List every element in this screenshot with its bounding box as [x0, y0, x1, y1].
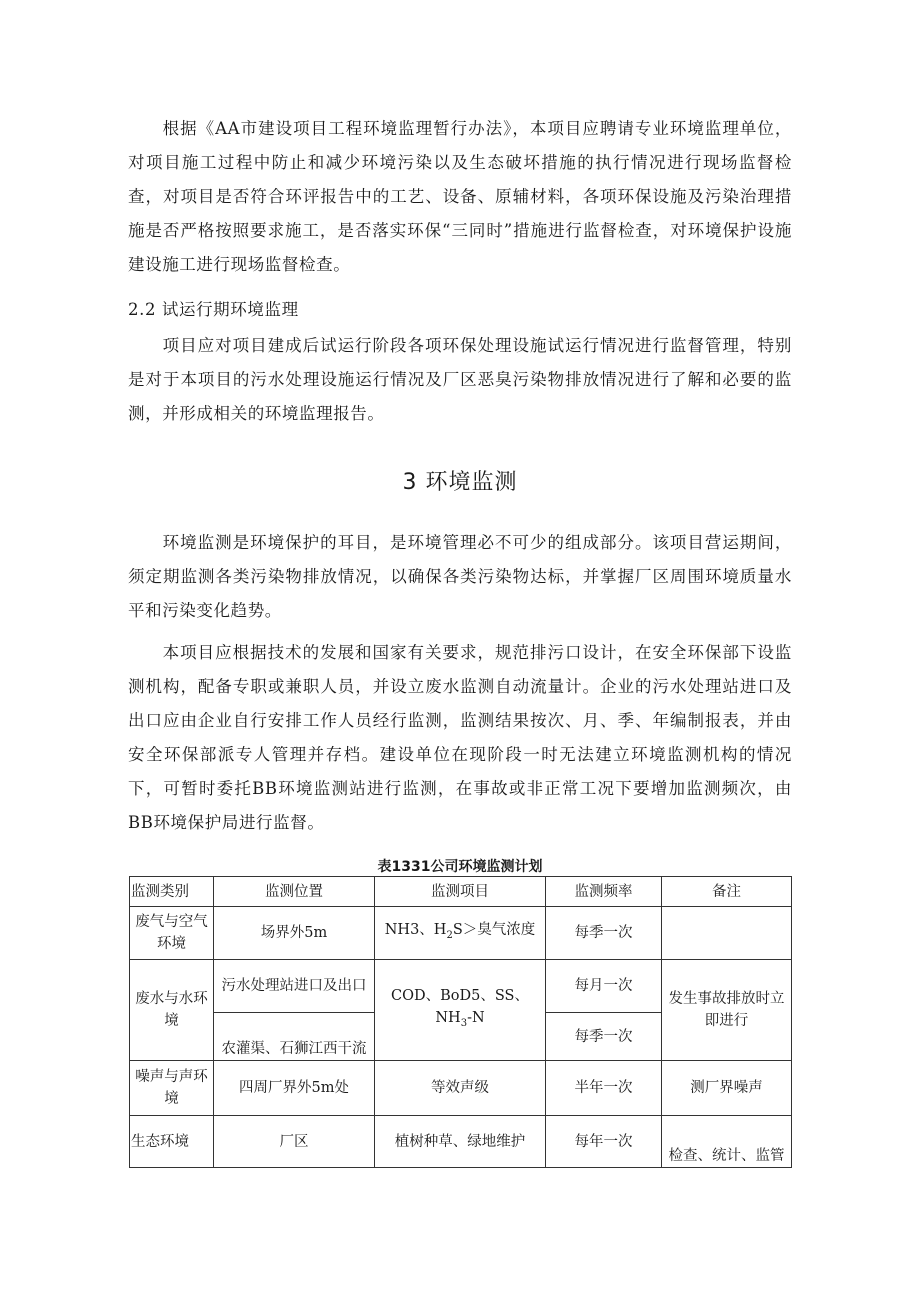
cell-category: 生态环境 [130, 1116, 214, 1168]
cell-item: NH3、$H_2S>$臭气浓度 [375, 907, 546, 960]
table-row [130, 1061, 792, 1116]
cell-note [662, 907, 792, 960]
paragraph-trial-operation: 项目应对项目建成后试运行阶段各项环保处理设施试运行情况进行监督管理，特别是对于本项目的污水处理设施运行情况及厂区恶臭污染物排放情况进行了解和必要的监测，并形成相关的环境监理报告。 [128, 336, 792, 423]
cell-frequency: 每季一次 [546, 907, 662, 960]
paragraph-monitoring-organization: 本项目应根据技术的发展和国家有关要求，规范排污口设计，在安全环保部下设监测机构，配备专职或兼职人员，并设立废水监测自动流量计。企业的污水处理站进口及出口应由企业自行安排工作人员经行监测，监测结果按次、月、季、年编制报表，并由安全环保部派专人管理并存档。建设单位在现阶段一时无法建立环境监测机构的情况下，可暂时委托BB环境监测站进行监测，在事故或非正常工况下要增加监测频次，由BB环境保护局进行监督。 [128, 643, 792, 832]
header-location: 监测位置 [214, 877, 375, 907]
cell-frequency: 每年一次 [546, 1116, 662, 1168]
cell-frequency: 每季一次 [546, 1013, 662, 1061]
table-row [130, 1116, 792, 1168]
cell-item: 等效声级 [375, 1061, 546, 1116]
cell-category: 废气与空气环境 [130, 907, 214, 960]
monitoring-plan-table [129, 876, 792, 1168]
header-item: 监测项目 [375, 877, 546, 907]
cell-location: 污水处理站进口及出口 [214, 960, 375, 1013]
cell-item: 植树种草、绿地维护 [375, 1116, 546, 1168]
cell-note: 发生事故排放时立即进行 [662, 960, 792, 1061]
cell-frequency: 每月一次 [546, 960, 662, 1013]
cell-frequency: 半年一次 [546, 1061, 662, 1116]
cell-location: 四周厂界外5m处 [214, 1061, 375, 1116]
table-header-row [130, 877, 792, 907]
paragraph-supervision-basis: 根据《AA市建设项目工程环境监理暂行办法》，本项目应聘请专业环境监理单位，对项目施工过程中防止和减少环境污染以及生态破坏措施的执行情况进行现场监督检查，对项目是否符合环评报告中的工艺、设备、原辅材料，各项环保设施及污染治理措施是否严格按照要求施工，是否落实环保“三同时”措施进行监督检查，对环境保护设施建设施工进行现场监督检查。 [128, 119, 792, 274]
section-heading-3: 3 环境监测 [402, 470, 518, 495]
cell-location: 场界外5m [214, 907, 375, 960]
header-note: 备注 [662, 877, 792, 907]
header-category: 监测类别 [130, 877, 214, 907]
table-row [130, 960, 792, 1013]
table-caption: 表1331公司环境监测计划 [377, 859, 543, 875]
paragraph-monitoring-intro: 环境监测是环境保护的耳目，是环境管理必不可少的组成部分。该项目营运期间，须定期监测各类污染物排放情况，以确保各类污染物达标，并掌握厂区周围环境质量水平和污染变化趋势。 [128, 533, 792, 620]
section-heading-2-2: 2.2 试运行期环境监理 [128, 300, 299, 319]
cell-location: 农灌渠、石狮江西干流 [214, 1013, 375, 1061]
table-row [130, 907, 792, 960]
cell-category: 废水与水环境 [130, 960, 214, 1061]
header-frequency: 监测频率 [546, 877, 662, 907]
cell-note: 检查、统计、监管 [662, 1116, 792, 1168]
cell-item: COD、BoD5、SS、 $NH_3-N$ [375, 960, 546, 1061]
cell-category: 噪声与声环境 [130, 1061, 214, 1116]
cell-location: 厂区 [214, 1116, 375, 1168]
cell-note: 测厂界噪声 [662, 1061, 792, 1116]
